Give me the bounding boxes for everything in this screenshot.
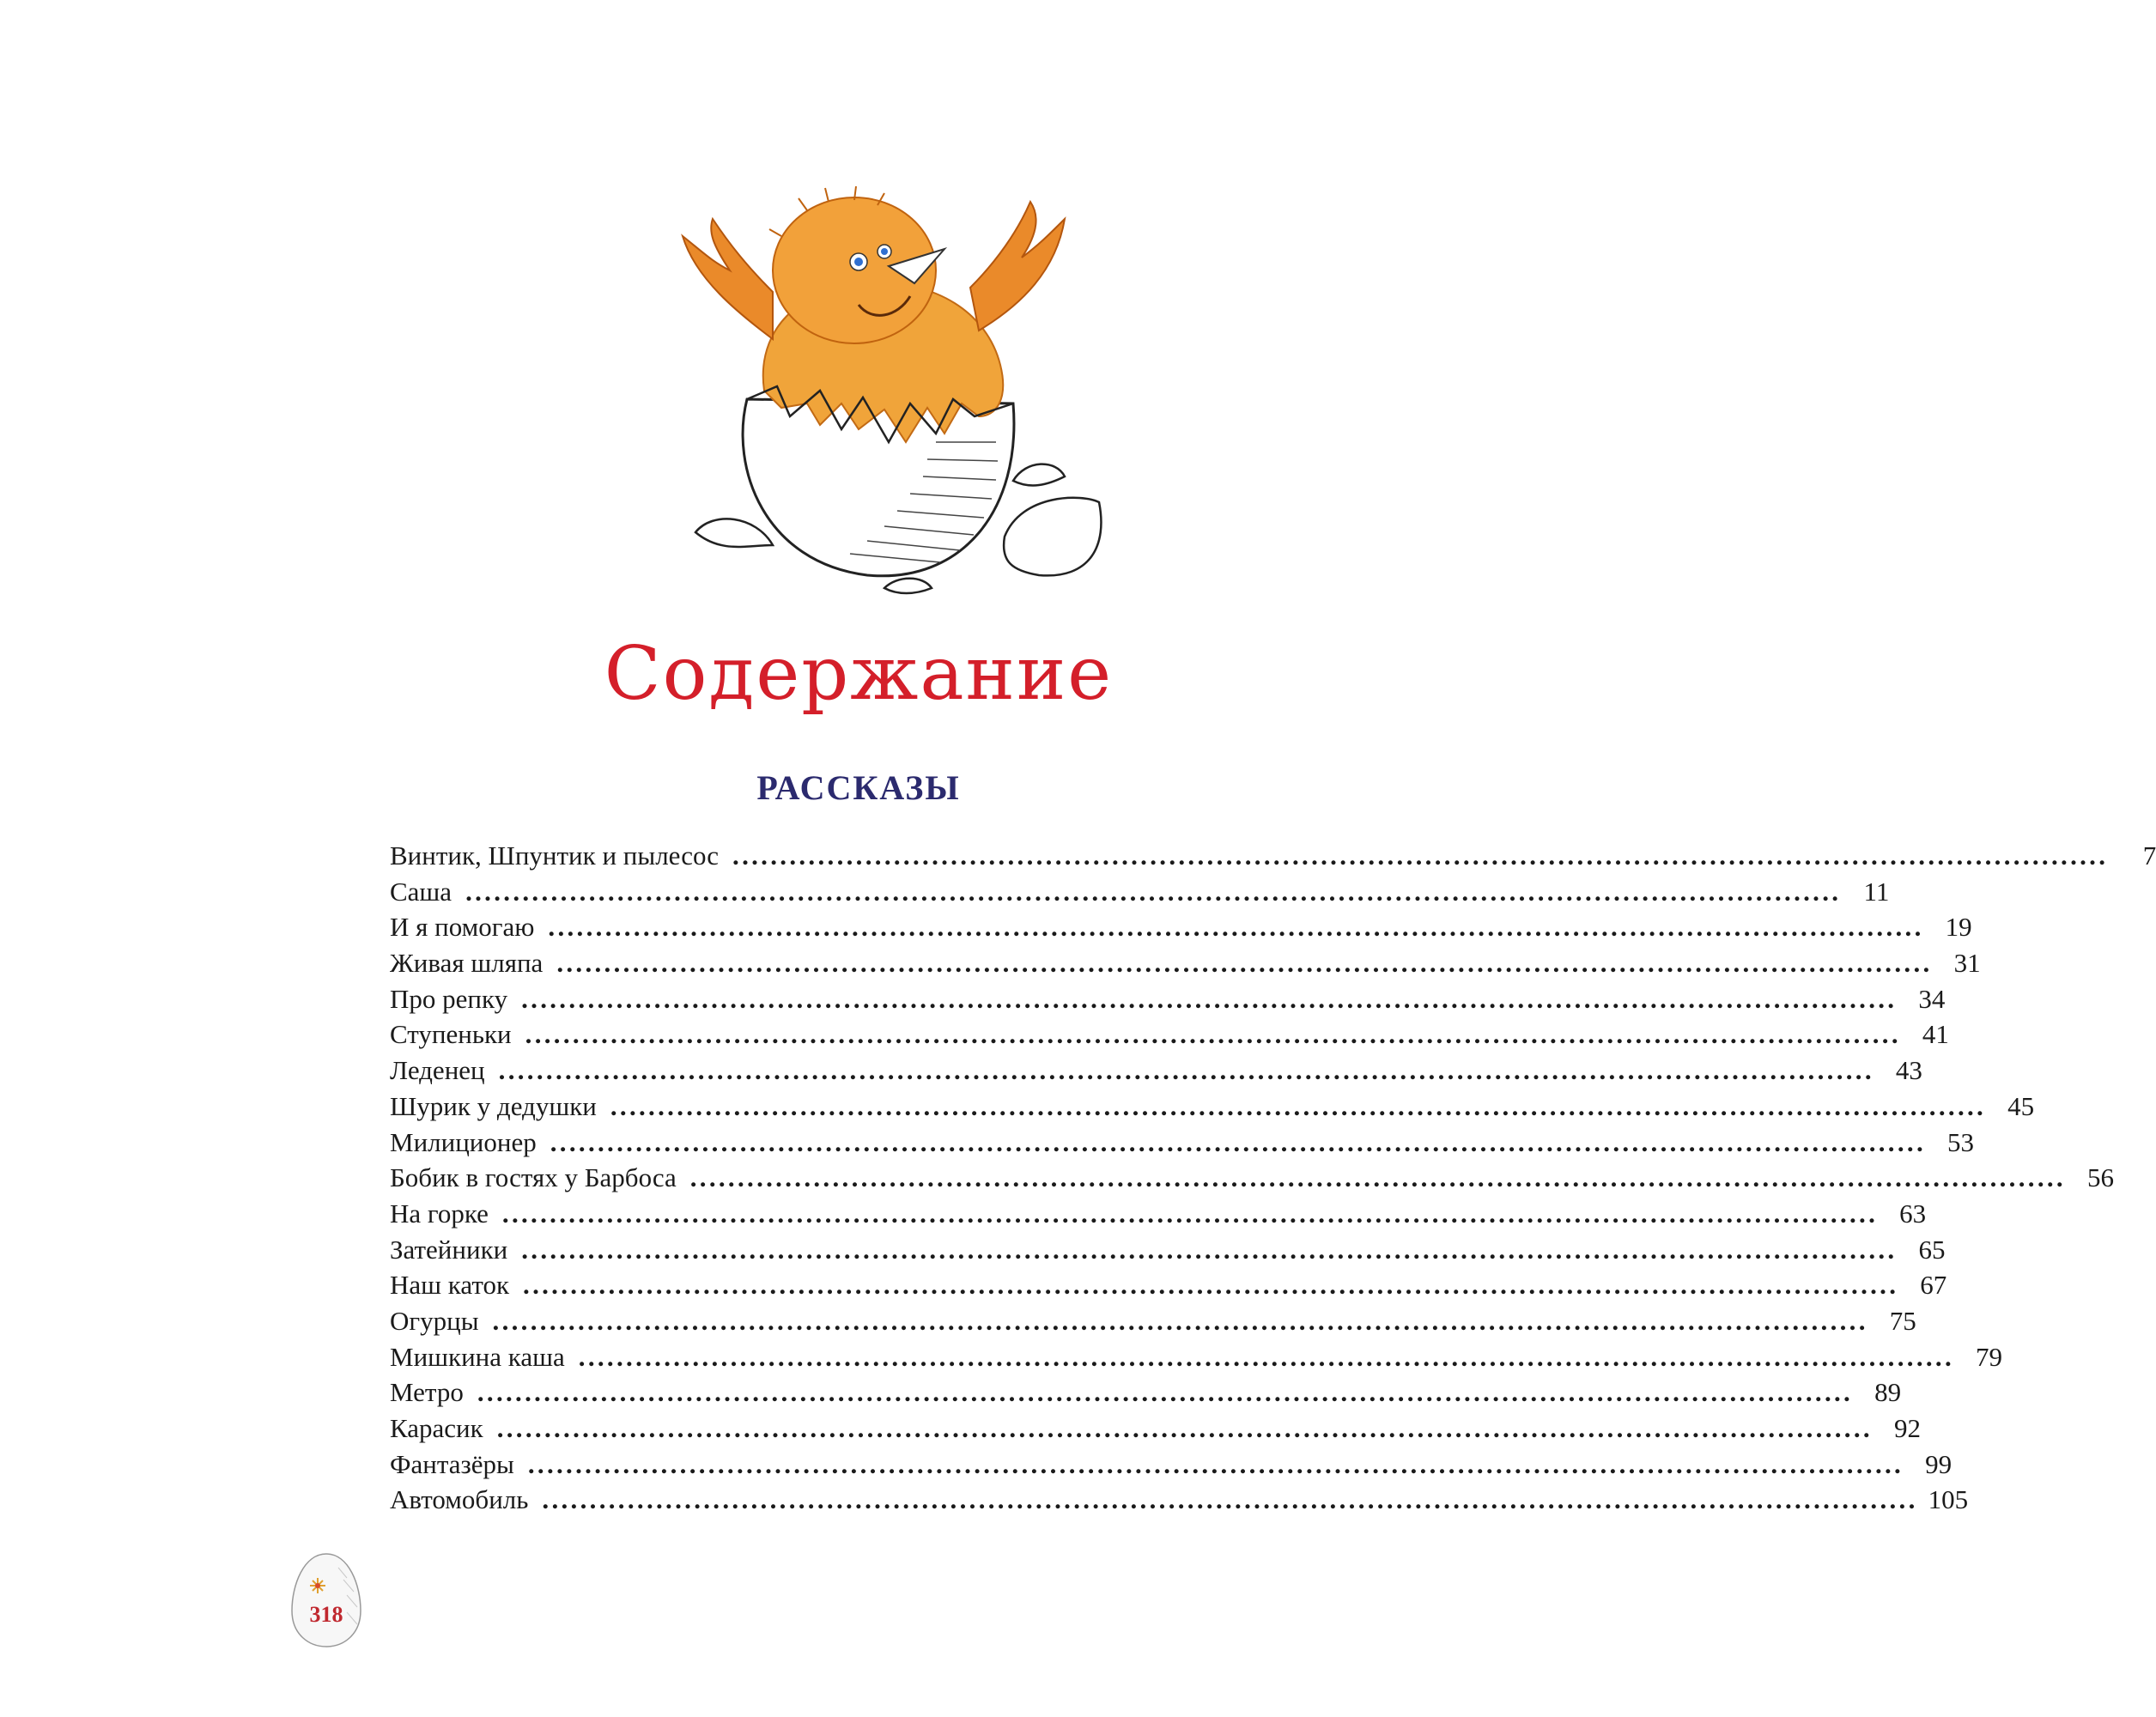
toc-entry-title: Фантазёры <box>390 1448 514 1479</box>
table-of-contents <box>390 838 2156 1518</box>
toc-entry-page: 19 <box>1945 912 1972 943</box>
toc-entry-title: Мишкина каша <box>390 1341 565 1372</box>
toc-leader: ................................................................................................................................................. <box>542 1484 1918 1515</box>
toc-leader: ................................................................................................................................................. <box>610 1090 1987 1121</box>
toc-entry-title: Затейники <box>390 1234 508 1265</box>
toc-leader: ................................................................................................................................................. <box>477 1377 1854 1408</box>
toc-entry-page: 31 <box>1953 948 1981 979</box>
page-title: Содержание <box>604 631 1114 717</box>
toc-leader: ................................................................................................................................................. <box>732 840 2109 871</box>
toc-entry-page: 92 <box>1893 1413 1921 1443</box>
toc-leader: ................................................................................................................................................. <box>556 948 1933 979</box>
toc-entry-title: Леденец <box>390 1055 485 1086</box>
chick-hatching-illustration <box>678 185 1125 605</box>
toc-entry-page: 105 <box>1928 1484 1969 1515</box>
toc-entry[interactable] <box>390 838 2156 874</box>
toc-entry[interactable] <box>390 981 1946 1017</box>
toc-entry-title: Карасик <box>390 1413 483 1443</box>
toc-entry[interactable] <box>390 1125 1974 1161</box>
toc-entry[interactable] <box>390 1482 1969 1518</box>
chick-hatching-from-egg-icon <box>678 185 1125 605</box>
toc-leader: ................................................................................................................................................. <box>492 1305 1868 1336</box>
toc-leader: ................................................................................................................................................. <box>550 1126 1926 1157</box>
toc-entry-title: Метро <box>390 1377 464 1408</box>
toc-leader: ................................................................................................................................................. <box>521 1234 1898 1265</box>
toc-entry-title: Ступеньки <box>390 1019 512 1050</box>
toc-entry-page: 99 <box>1925 1448 1953 1479</box>
toc-entry-page: 63 <box>1899 1198 1927 1229</box>
toc-entry-page: 89 <box>1874 1377 1902 1408</box>
toc-entry-page: 53 <box>1947 1126 1974 1157</box>
toc-entry-title: Огурцы <box>390 1305 479 1336</box>
toc-entry[interactable] <box>390 1339 2003 1375</box>
toc-leader: ................................................................................................................................................. <box>523 1270 1899 1301</box>
toc-entry-title: Автомобиль <box>390 1484 529 1515</box>
toc-entry-title: Бобик в гостях у Барбоса <box>390 1162 677 1193</box>
toc-entry-page: 75 <box>1889 1305 1916 1336</box>
toc-entry[interactable] <box>390 1303 1916 1339</box>
toc-entry-page: 67 <box>1920 1270 1947 1301</box>
toc-entry-title: Живая шляпа <box>390 948 544 979</box>
toc-leader: ................................................................................................................................................. <box>498 1055 1874 1086</box>
toc-entry-title: Наш каток <box>390 1270 510 1301</box>
toc-leader: ................................................................................................................................................. <box>521 983 1898 1014</box>
toc-leader: ................................................................................................................................................. <box>527 1448 1904 1479</box>
toc-leader: ................................................................................................................................................. <box>501 1198 1879 1229</box>
toc-leader: ................................................................................................................................................. <box>496 1413 1873 1443</box>
toc-entry[interactable] <box>390 1232 1946 1268</box>
toc-entry[interactable] <box>390 874 1890 910</box>
toc-leader: ................................................................................................................................................. <box>578 1341 1955 1372</box>
toc-leader: ................................................................................................................................................. <box>465 876 1842 907</box>
toc-entry-title: Винтик, Шпунтик и пылесос <box>390 840 720 871</box>
toc-entry-page: 79 <box>1976 1341 2003 1372</box>
toc-entry-page: 11 <box>1863 876 1890 907</box>
toc-entry-page: 7 <box>2142 840 2156 871</box>
toc-entry-title: Милиционер <box>390 1126 537 1157</box>
toc-leader: ................................................................................................................................................. <box>548 912 1924 943</box>
toc-entry[interactable] <box>390 1447 1953 1483</box>
toc-entry[interactable] <box>390 1267 1947 1303</box>
toc-entry[interactable] <box>390 945 1981 981</box>
toc-entry-page: 56 <box>2086 1162 2114 1193</box>
toc-entry[interactable] <box>390 1089 2035 1125</box>
toc-entry-page: 43 <box>1895 1055 1922 1086</box>
egg-star-icon <box>287 1550 366 1650</box>
toc-leader: ................................................................................................................................................. <box>689 1162 2066 1193</box>
toc-entry-title: На горке <box>390 1198 489 1229</box>
section-title: РАССКАЗЫ <box>756 768 961 807</box>
toc-entry[interactable] <box>390 1374 1902 1411</box>
page-number-badge <box>287 1550 366 1650</box>
toc-entry-title: Про репку <box>390 983 508 1014</box>
toc-entry-page: 34 <box>1918 983 1946 1014</box>
toc-entry[interactable] <box>390 1196 1927 1232</box>
toc-entry-page: 65 <box>1918 1234 1946 1265</box>
toc-entry[interactable] <box>390 909 1972 945</box>
toc-entry-page: 41 <box>1922 1019 1949 1050</box>
toc-entry-title: Саша <box>390 876 452 907</box>
toc-entry[interactable] <box>390 1160 2114 1196</box>
toc-entry[interactable] <box>390 1053 1922 1089</box>
toc-entry-title: И я помогаю <box>390 912 535 943</box>
page-number: 318 <box>309 1602 343 1627</box>
toc-entry[interactable] <box>390 1411 1921 1447</box>
toc-leader: ................................................................................................................................................. <box>525 1019 1901 1050</box>
toc-entry-title: Шурик у дедушки <box>390 1090 597 1121</box>
toc-entry-page: 45 <box>2007 1090 2035 1121</box>
toc-entry[interactable] <box>390 1016 1949 1053</box>
